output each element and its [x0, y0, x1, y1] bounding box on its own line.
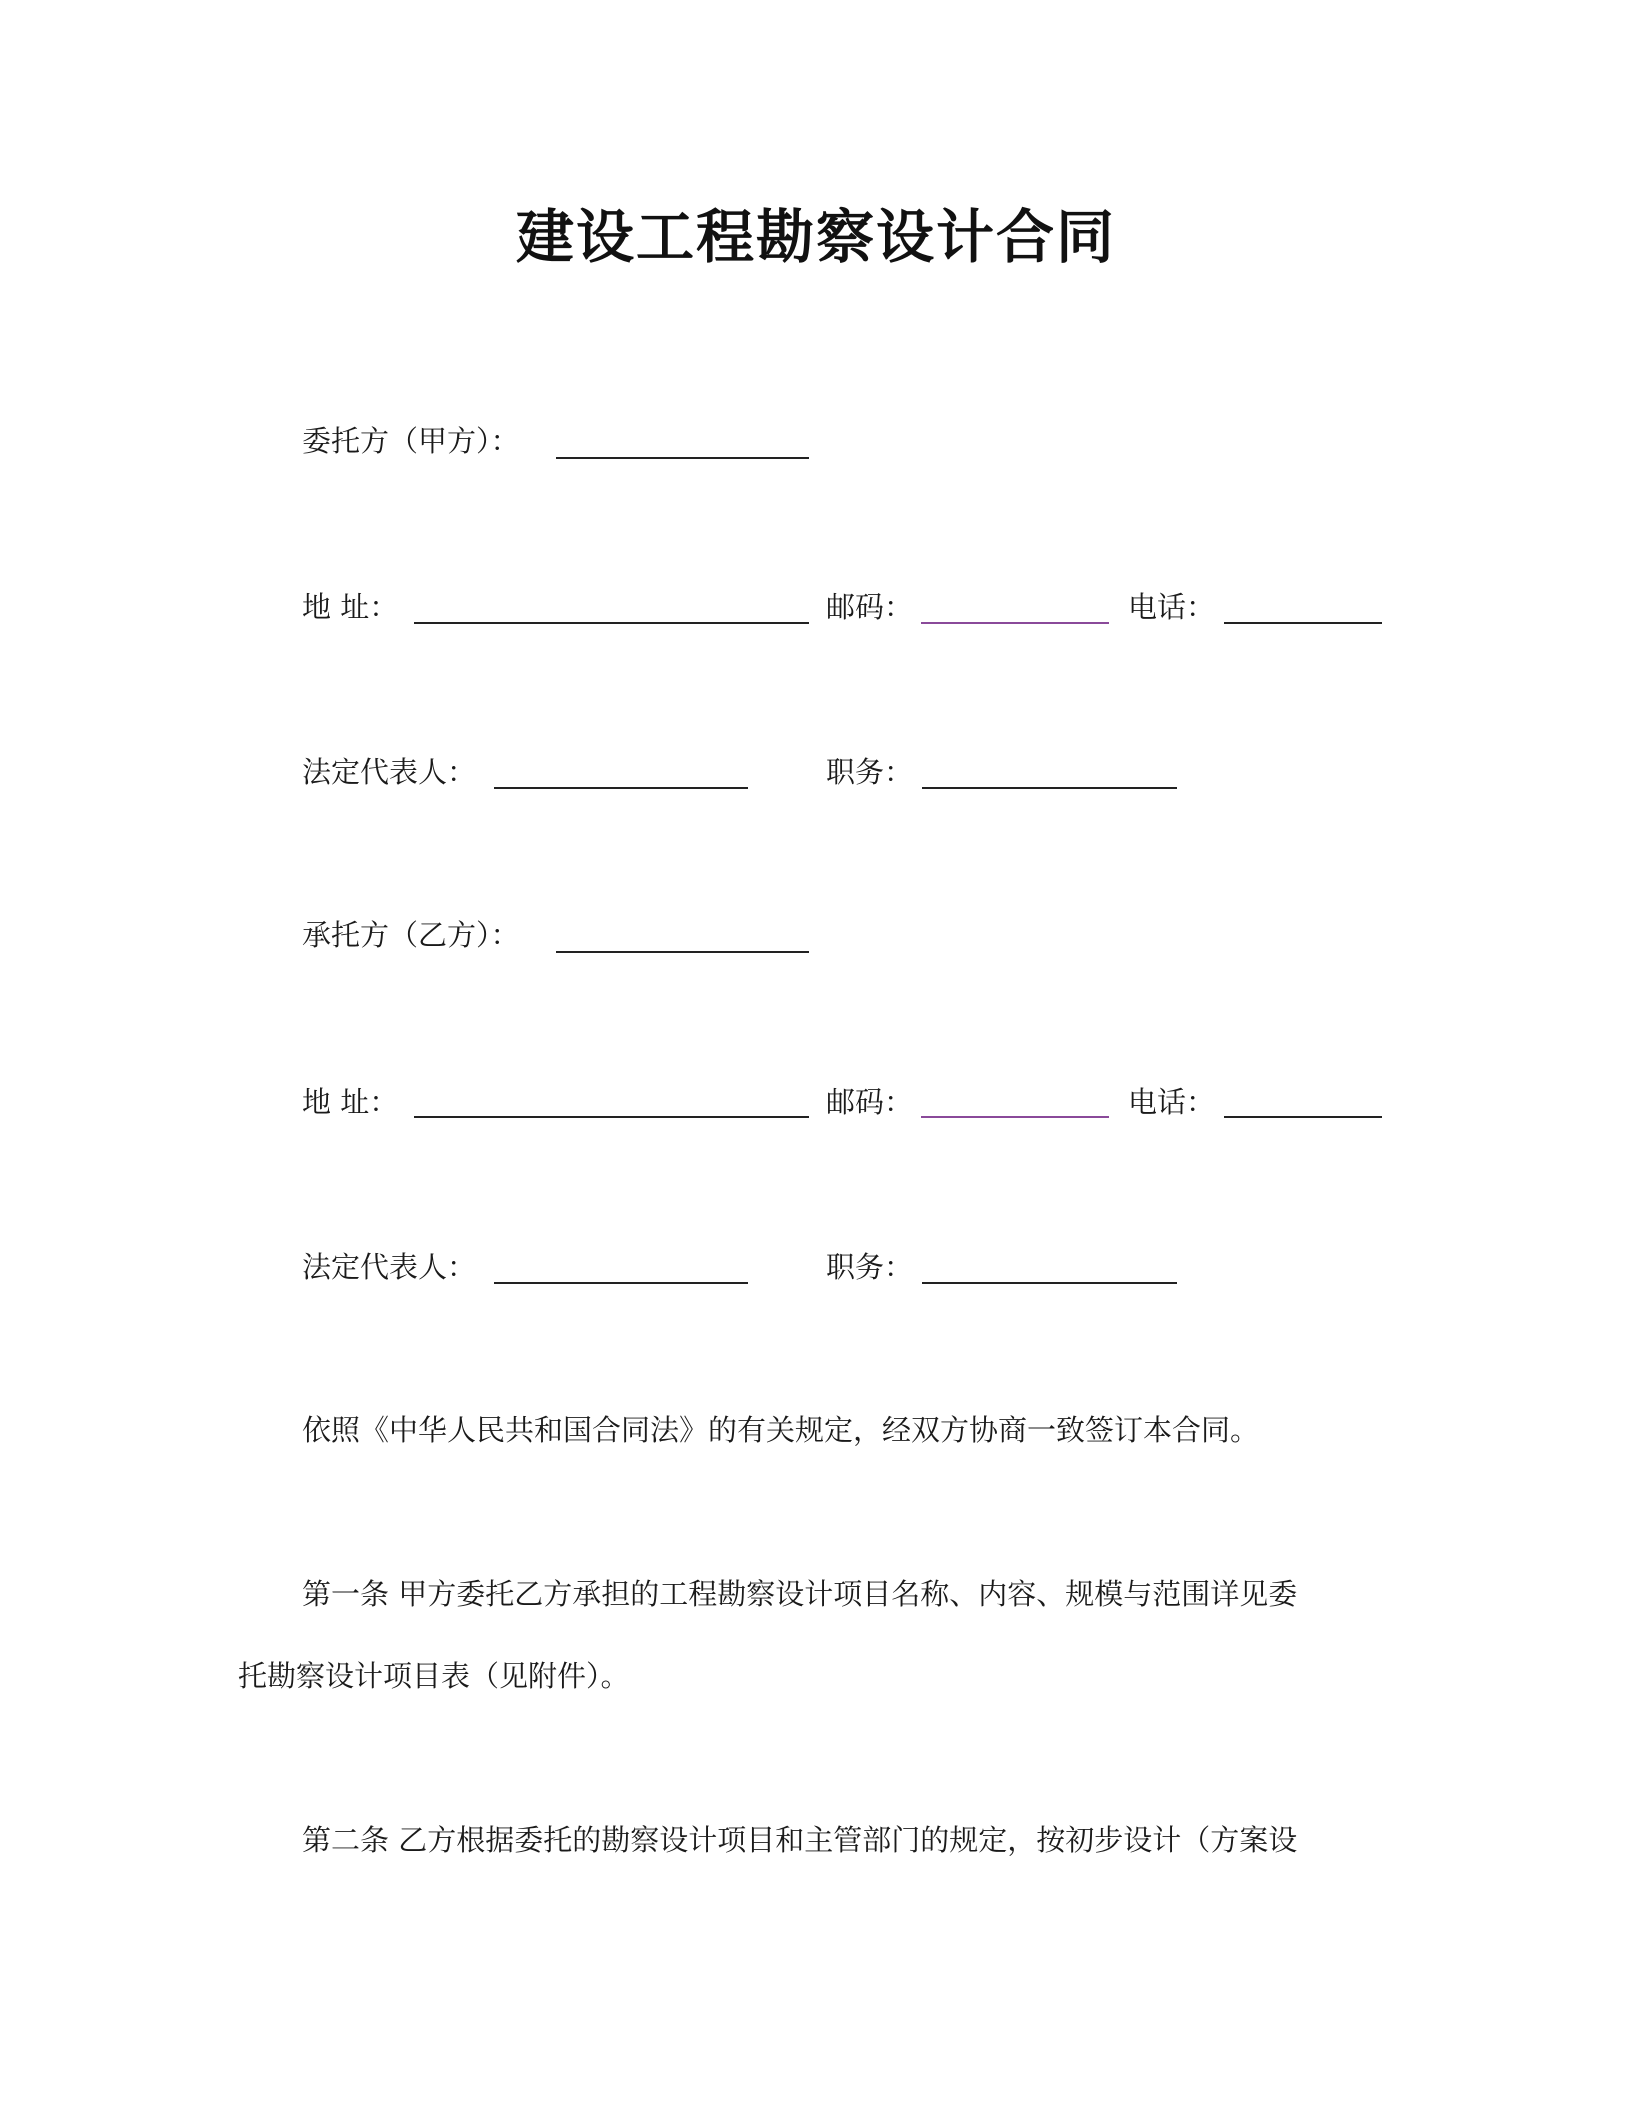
party-a-postcode-field[interactable]: [921, 622, 1109, 624]
document-title: 建设工程勘察设计合同: [515, 203, 1116, 271]
party-b-legal-rep-field[interactable]: [494, 1282, 748, 1284]
party-b-position-label: 职务：: [826, 1250, 914, 1284]
party-b-legal-rep-label: 法定代表人：: [302, 1250, 477, 1284]
party-a-address-label: 地 址：: [302, 590, 399, 624]
party-a-phone-label: 电话：: [1128, 590, 1216, 624]
party-a-phone-field[interactable]: [1224, 622, 1382, 624]
intro-paragraph: 依照《中华人民共和国合同法》的有关规定，经双方协商一致签订本合同。: [302, 1413, 1260, 1447]
party-b-name-field[interactable]: [556, 951, 809, 953]
party-a-position-field[interactable]: [922, 787, 1177, 789]
party-a-name-field[interactable]: [556, 457, 809, 459]
party-b-label: 承托方（乙方）：: [302, 918, 520, 952]
party-b-postcode-field[interactable]: [921, 1116, 1109, 1118]
party-b-address-label: 地 址：: [302, 1085, 399, 1119]
article-2-line-1: 第二条 乙方根据委托的勘察设计项目和主管部门的规定，按初步设计（方案设: [302, 1823, 1298, 1857]
party-b-phone-label: 电话：: [1128, 1085, 1216, 1119]
party-b-position-field[interactable]: [922, 1282, 1177, 1284]
article-1-line-2: 托勘察设计项目表（见附件）。: [238, 1659, 630, 1693]
article-1-line-1: 第一条 甲方委托乙方承担的工程勘察设计项目名称、内容、规模与范围详见委: [302, 1577, 1298, 1611]
party-b-postcode-label: 邮码：: [826, 1085, 914, 1119]
party-a-label: 委托方（甲方）：: [302, 424, 520, 458]
party-b-address-field[interactable]: [414, 1116, 809, 1118]
party-a-position-label: 职务：: [826, 755, 914, 789]
party-a-postcode-label: 邮码：: [826, 590, 914, 624]
party-a-legal-rep-field[interactable]: [494, 787, 748, 789]
party-a-address-field[interactable]: [414, 622, 809, 624]
party-a-legal-rep-label: 法定代表人：: [302, 755, 477, 789]
party-b-phone-field[interactable]: [1224, 1116, 1382, 1118]
